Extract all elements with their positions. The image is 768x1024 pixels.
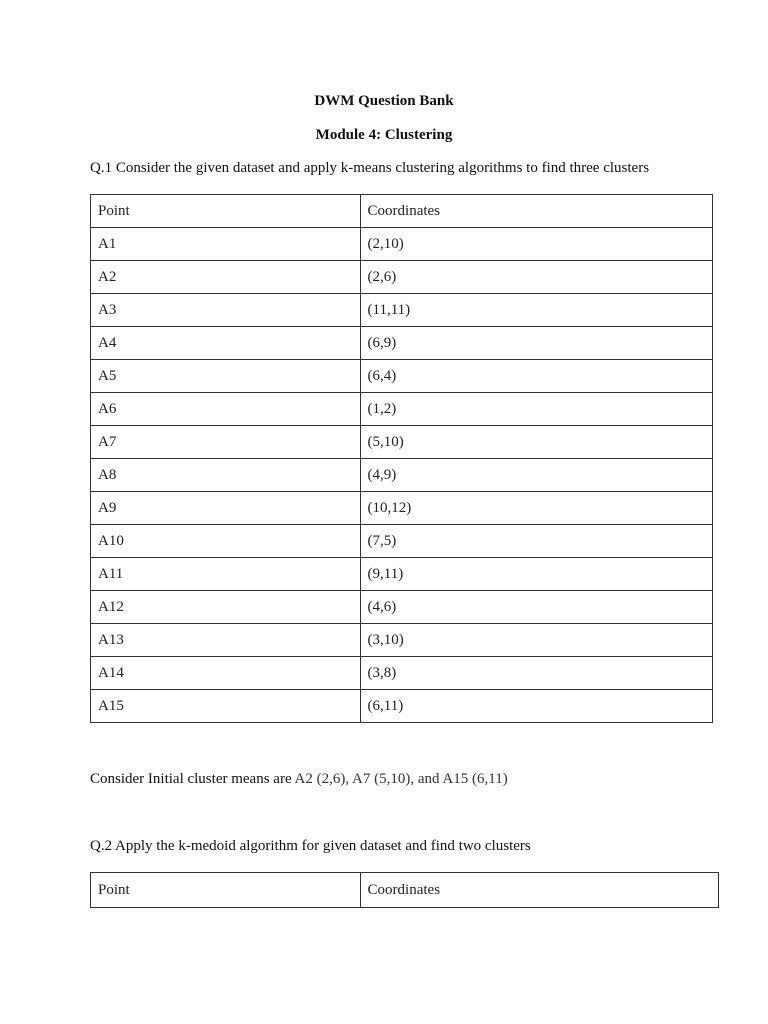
- point-cell: A4: [91, 327, 361, 360]
- point-cell: A2: [91, 261, 361, 294]
- question-2-dataset-table: [90, 872, 719, 908]
- point-cell: A10: [91, 525, 361, 558]
- module-heading: Module 4: Clustering: [315, 127, 453, 143]
- coordinates-cell: (2,10): [360, 228, 712, 261]
- question-1-text: Q.1 Consider the given dataset and apply k-means clustering algorithms to find three clusters: [90, 160, 650, 176]
- question-2-text: Q.2 Apply the k-medoid algorithm for given dataset and find two clusters: [90, 838, 531, 854]
- table-row: [91, 525, 713, 558]
- coordinates-cell: (6,9): [360, 327, 712, 360]
- point-cell: A12: [91, 591, 361, 624]
- header-coordinates: Coordinates: [360, 873, 718, 908]
- coordinates-cell: (5,10): [360, 426, 712, 459]
- table-row: [91, 294, 713, 327]
- coordinates-cell: (6,11): [360, 690, 712, 723]
- coordinates-cell: (10,12): [360, 492, 712, 525]
- table-header-row: [91, 873, 719, 908]
- note-values: A2 (2,6), A7 (5,10), and A15 (6,11): [294, 771, 508, 787]
- header-point: Point: [91, 873, 361, 908]
- table-row: [91, 426, 713, 459]
- point-cell: A11: [91, 558, 361, 591]
- table-row: [91, 261, 713, 294]
- table-row: [91, 459, 713, 492]
- coordinates-cell: (11,11): [360, 294, 712, 327]
- point-cell: A3: [91, 294, 361, 327]
- point-cell: A5: [91, 360, 361, 393]
- coordinates-cell: (3,10): [360, 624, 712, 657]
- header-point: Point: [91, 195, 361, 228]
- coordinates-cell: (3,8): [360, 657, 712, 690]
- table-row: [91, 327, 713, 360]
- coordinates-cell: (7,5): [360, 525, 712, 558]
- document-title: DWM Question Bank: [314, 93, 454, 109]
- table-row: [91, 558, 713, 591]
- table-row: [91, 228, 713, 261]
- note-prefix: Consider Initial cluster means are: [90, 771, 295, 787]
- coordinates-cell: (2,6): [360, 261, 712, 294]
- header-coordinates: Coordinates: [360, 195, 712, 228]
- table-header-row: [91, 195, 713, 228]
- point-cell: A1: [91, 228, 361, 261]
- question-1-dataset-table: [90, 194, 713, 723]
- coordinates-cell: (1,2): [360, 393, 712, 426]
- point-cell: A15: [91, 690, 361, 723]
- table-row: [91, 591, 713, 624]
- point-cell: A13: [91, 624, 361, 657]
- coordinates-cell: (4,9): [360, 459, 712, 492]
- coordinates-cell: (4,6): [360, 591, 712, 624]
- table-row: [91, 360, 713, 393]
- table-row: [91, 690, 713, 723]
- point-cell: A8: [91, 459, 361, 492]
- coordinates-cell: (9,11): [360, 558, 712, 591]
- table-row: [91, 657, 713, 690]
- point-cell: A7: [91, 426, 361, 459]
- point-cell: A6: [91, 393, 361, 426]
- point-cell: A14: [91, 657, 361, 690]
- table-row: [91, 492, 713, 525]
- table-row: [91, 624, 713, 657]
- point-cell: A9: [91, 492, 361, 525]
- initial-cluster-means-note: [90, 771, 508, 788]
- coordinates-cell: (6,4): [360, 360, 712, 393]
- table-row: [91, 393, 713, 426]
